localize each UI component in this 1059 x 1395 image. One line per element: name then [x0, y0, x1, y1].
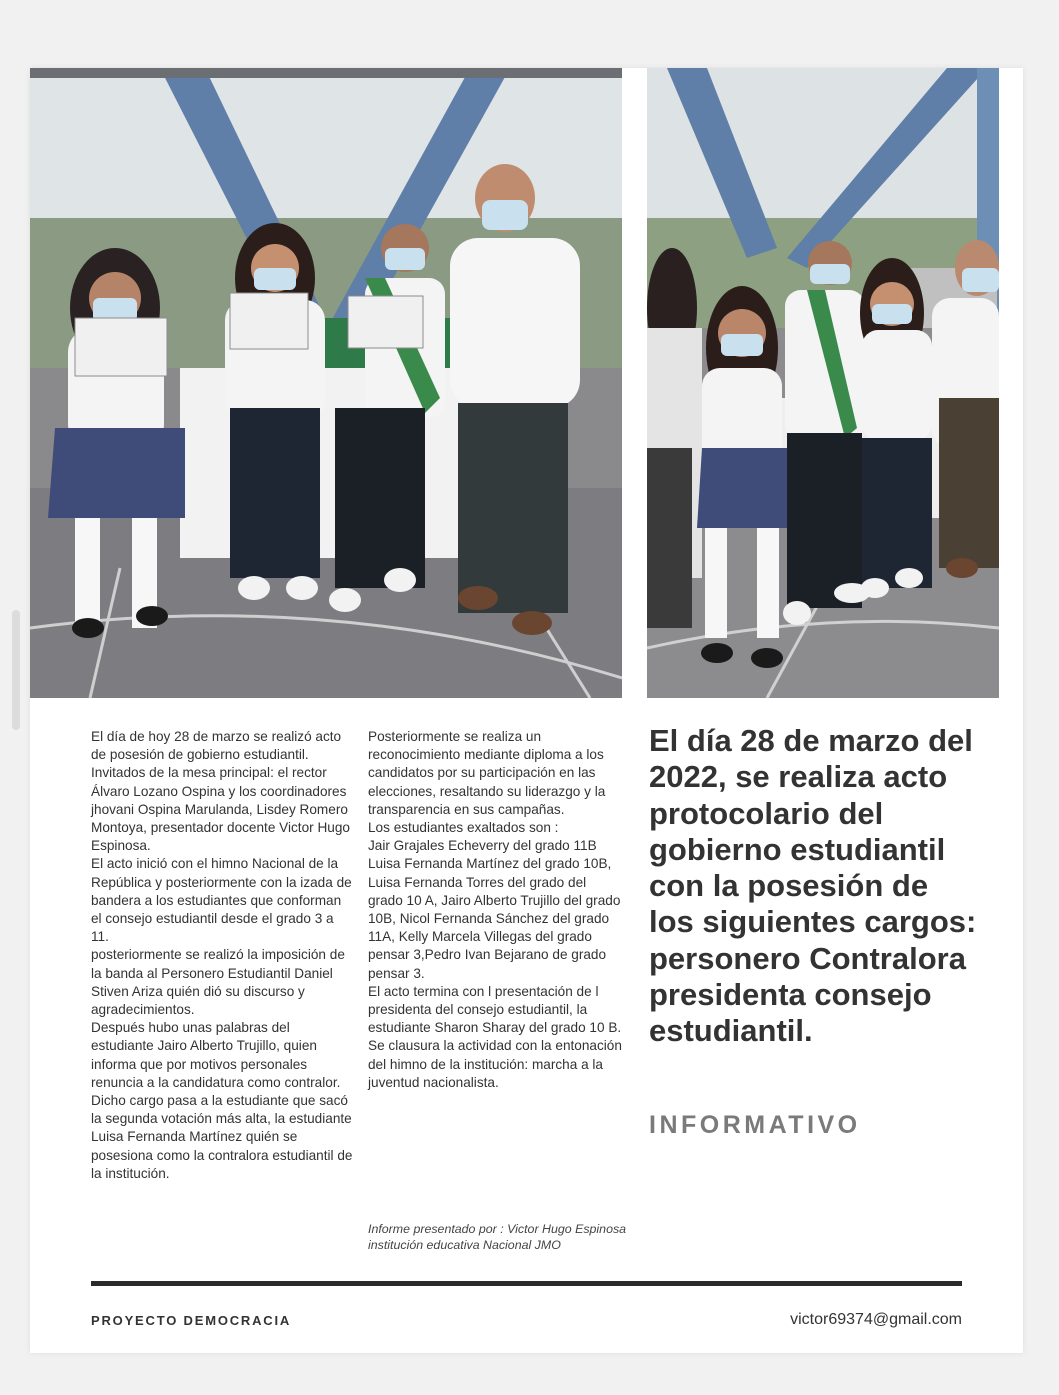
- ceremony-photo-left-image: [30, 68, 622, 698]
- paragraph: Después hubo unas palabras del estudiante Jairo Alberto Trujillo, quien informa que por motivos personales renuncia a la candidatura como contralor. Dicho cargo pasa a la estudiante que sacó la segunda votación más alta, la estudiante Luisa Fernanda Martínez quién se posesiona como la contralora estudiantil de la institución.: [91, 1020, 353, 1181]
- headline: El día 28 de marzo del 2022, se realiza acto protocolario del gobierno estudiantil con la posesión de los siguientes cargos: personero Contralora presidenta consejo estudiantil.: [649, 723, 977, 1049]
- ceremony-photo-left: [30, 68, 622, 698]
- report-credit: Informe presentado por : Victor Hugo Espinosa institución educativa Nacional JMO: [368, 1222, 627, 1252]
- paragraph: Posteriormente se realiza un reconocimiento mediante diploma a los candidatos por su participación en las elecciones, resaltando su liderazgo y la transparencia en sus campañas.: [368, 729, 606, 817]
- article-column-2: [368, 728, 624, 1092]
- article-column-1: [91, 728, 353, 1183]
- newsletter-page: [30, 68, 1023, 1353]
- paragraph: El acto termina con l presentación de l presidenta del consejo estudiantil, la estudiante Sharon Sharay del grado 10 B. Se clausura la actividad con la entonación del himno de la institución: marcha a la juventud nacionalista.: [368, 983, 622, 1090]
- scrollbar-thumb[interactable]: [12, 610, 20, 730]
- paragraph: El día de hoy 28 de marzo se realizó acto de posesión de gobierno estudiantil. Invitados de la mesa principal: el rector Álvaro Lozano Ospina y los coordinadores jhovani Ospina Marulanda, Lisdey Romero Montoya, presentador docente Victor Hugo Espinosa.: [91, 729, 350, 854]
- section-label: INFORMATIVO: [649, 1111, 861, 1139]
- ceremony-photo-right: [647, 68, 999, 698]
- paragraph: Jair Grajales Echeverry del grado 11B Luisa Fernanda Martínez del grado 10B, Luisa Fernanda Torres del grado del grado 10 A, Jairo Alberto Trujillo del grado 10B, Nicol Fernanda Sánchez del grado 11A, Kelly Marcela Villegas del grado pensar 3,Pedro Ivan Bejarano de grado pensar 3.: [368, 838, 621, 981]
- paragraph: El acto inició con el himno Nacional de la República y posteriormente con la izada de bandera a los estudiantes que conforman el consejo estudiantil desde el grado 3 a 11.: [91, 856, 352, 945]
- paragraph: posteriormente se realizó la imposición de la banda al Personero Estudiantil Daniel Stiven Ariza quién dió su discurso y agradecimientos.: [91, 947, 345, 1018]
- contact-email: victor69374@gmail.com: [790, 1311, 962, 1328]
- project-name: PROYECTO DEMOCRACIA: [91, 1313, 292, 1328]
- footer-divider: [91, 1281, 962, 1286]
- paragraph: Los estudiantes exaltados son :: [368, 820, 559, 836]
- ceremony-photo-right-image: [647, 68, 999, 698]
